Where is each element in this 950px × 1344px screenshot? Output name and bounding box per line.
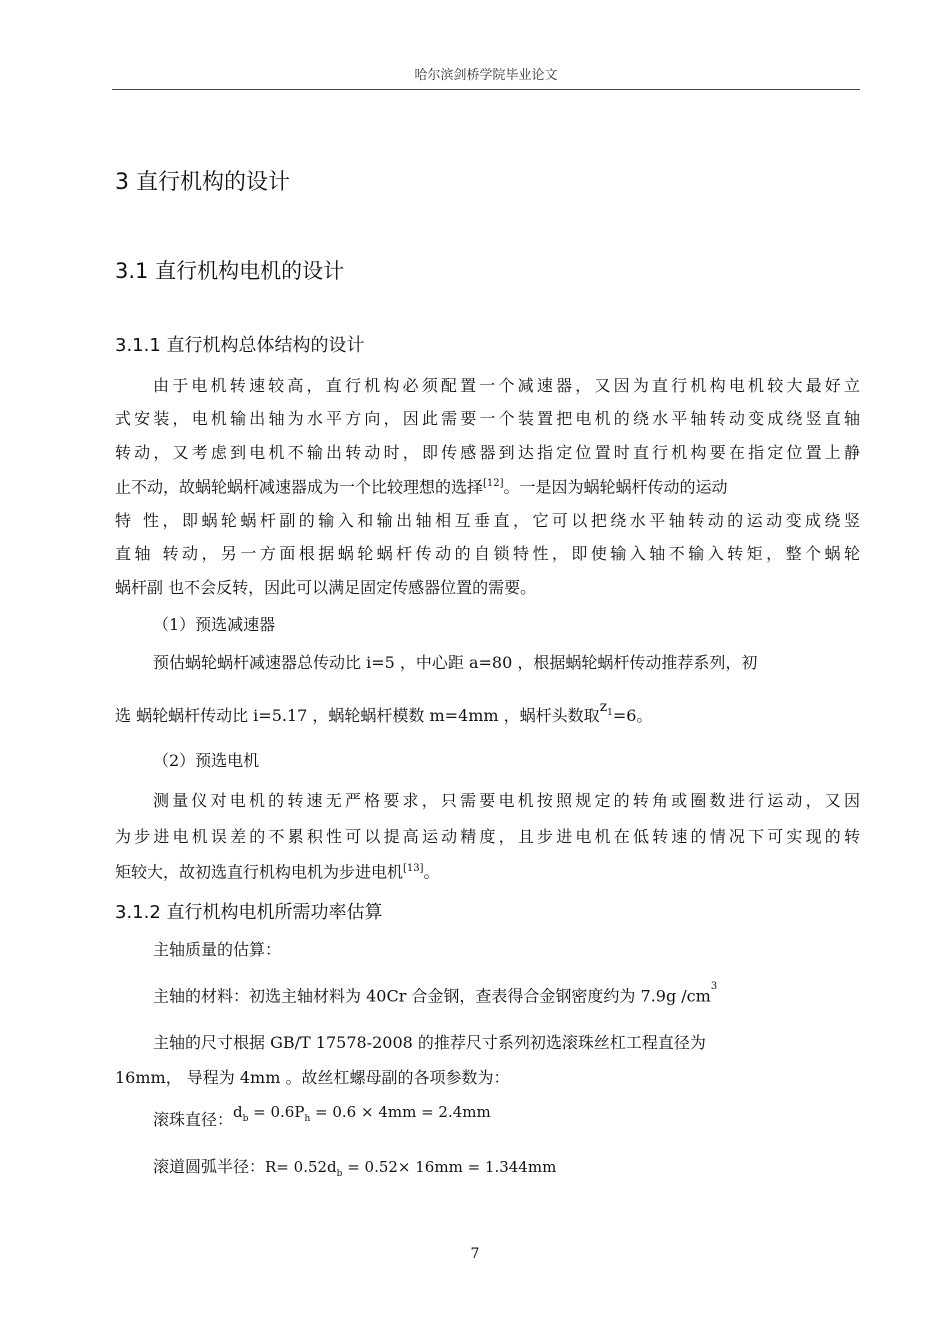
citation-13: [13] bbox=[403, 863, 424, 874]
est-line-2 bbox=[153, 981, 718, 1006]
page-number: 7 bbox=[470, 1246, 480, 1262]
formula-d: d bbox=[233, 1103, 243, 1121]
item2-line-2: 为步进电机误差的不累积性可以提高运动精度，且步进电机在低转速的情况下可实现的转 bbox=[115, 827, 860, 846]
para1-line-2: 式安装，电机输出轴为水平方向，因此需要一个装置把电机的绕水平轴转动变成绕竖直轴 bbox=[115, 409, 860, 428]
para1-line-4 bbox=[115, 479, 728, 495]
page-header: 哈尔滨剑桥学院毕业论文 bbox=[414, 68, 558, 83]
item2-line-1: 测量仪对电机的转速无严格要求，只需要电机按照规定的转角或圈数进行运动，又因 bbox=[153, 791, 860, 810]
item1-label: （1）预选减速器 bbox=[153, 615, 276, 634]
formula-r-sub: b bbox=[336, 1169, 343, 1179]
ball-diameter-formula bbox=[233, 1103, 491, 1124]
cube-superscript: 3 bbox=[710, 981, 718, 992]
est-line-3: 主轴的尺寸根据 GB/T 17578-2008 的推荐尺寸系列初选滚珠丝杠工程直径为 bbox=[153, 1033, 706, 1052]
raceway-radius-formula bbox=[265, 1158, 557, 1179]
formula-r: R= 0.52d bbox=[265, 1158, 337, 1176]
formula-p-sub: h bbox=[304, 1114, 311, 1124]
est-line-2-text: 主轴的材料：初选主轴材料为 40Cr 合金钢，查表得合金钢密度约为 7.9g /cm bbox=[153, 986, 711, 1006]
est-line-4: 16mm， 导程为 4mm 。故丝杠螺母副的各项参数为： bbox=[115, 1068, 510, 1087]
est-line-5 bbox=[153, 1103, 491, 1132]
subsection-title-1: 3.1.1 直行机构总体结构的设计 bbox=[115, 335, 365, 356]
section-title: 3.1 直行机构电机的设计 bbox=[115, 259, 345, 283]
item2-line-3-tail: 。 bbox=[423, 862, 440, 882]
est-line-6 bbox=[153, 1159, 556, 1179]
para1-line-5: 特 性，即蜗轮蜗杆副的输入和输出轴相互垂直，它可以把绕水平轴转动的运动变成绕竖 bbox=[115, 511, 860, 530]
item2-line-3 bbox=[115, 864, 440, 880]
item1-line-1: 预估蜗轮蜗杆减速器总传动比 i=5 ，中心距 a=80 ，根据蜗轮蜗杆传动推荐系列，初 bbox=[153, 653, 758, 672]
z-symbol: z bbox=[599, 699, 608, 715]
formula-r-result: = 0.52× 16mm = 1.344mm bbox=[342, 1158, 557, 1176]
para1-line-1: 由于电机转速较高，直行机构必须配置一个减速器，又因为直行机构电机较大最好立 bbox=[153, 376, 860, 395]
formula-p: = 0.6P bbox=[248, 1103, 305, 1121]
header-divider bbox=[112, 89, 860, 90]
item2-label: （2）预选电机 bbox=[153, 751, 260, 770]
item1-line-2 bbox=[115, 699, 653, 728]
para1-line-4-text: 止不动，故蜗轮蜗杆减速器成为一个比较理想的选择 bbox=[115, 477, 484, 497]
chapter-title: 3 直行机构的设计 bbox=[115, 170, 290, 195]
para1-line-6: 直轴 转动，另一方面根据蜗轮蜗杆传动的自锁特性，即使输入轴不输入转矩，整个蜗轮 bbox=[115, 544, 860, 563]
citation-12: [12] bbox=[483, 478, 504, 489]
est-line-1: 主轴质量的估算： bbox=[153, 940, 282, 959]
subsection-title-2: 3.1.2 直行机构电机所需功率估算 bbox=[115, 902, 383, 923]
para1-line-7: 蜗杆副 也不会反转，因此可以满足固定传感器位置的需要。 bbox=[115, 578, 537, 597]
ball-diameter-label: 滚珠直径： bbox=[153, 1110, 234, 1129]
formula-d-sub: b bbox=[242, 1114, 249, 1124]
formula-result: = 0.6 × 4mm = 2.4mm bbox=[310, 1103, 491, 1121]
item1-line-2-tail: =6。 bbox=[612, 706, 653, 725]
z-subscript: 1 bbox=[607, 708, 613, 718]
para1-line-3: 转动，又考虑到电机不输出转动时，即传感器到达指定位置时直行机构要在指定位置上静 bbox=[115, 443, 860, 462]
item1-line-2-text: 选 蜗轮蜗杆传动比 i=5.17 ，蜗轮蜗杆模数 m=4mm ，蜗杆头数取 bbox=[115, 706, 600, 725]
item2-line-3-text: 矩较大，故初选直行机构电机为步进电机 bbox=[115, 862, 404, 882]
para1-line-4-tail: 。一是因为蜗轮蜗杆传动的运动 bbox=[503, 477, 728, 497]
raceway-radius-label: 滚道圆弧半径： bbox=[153, 1157, 266, 1176]
